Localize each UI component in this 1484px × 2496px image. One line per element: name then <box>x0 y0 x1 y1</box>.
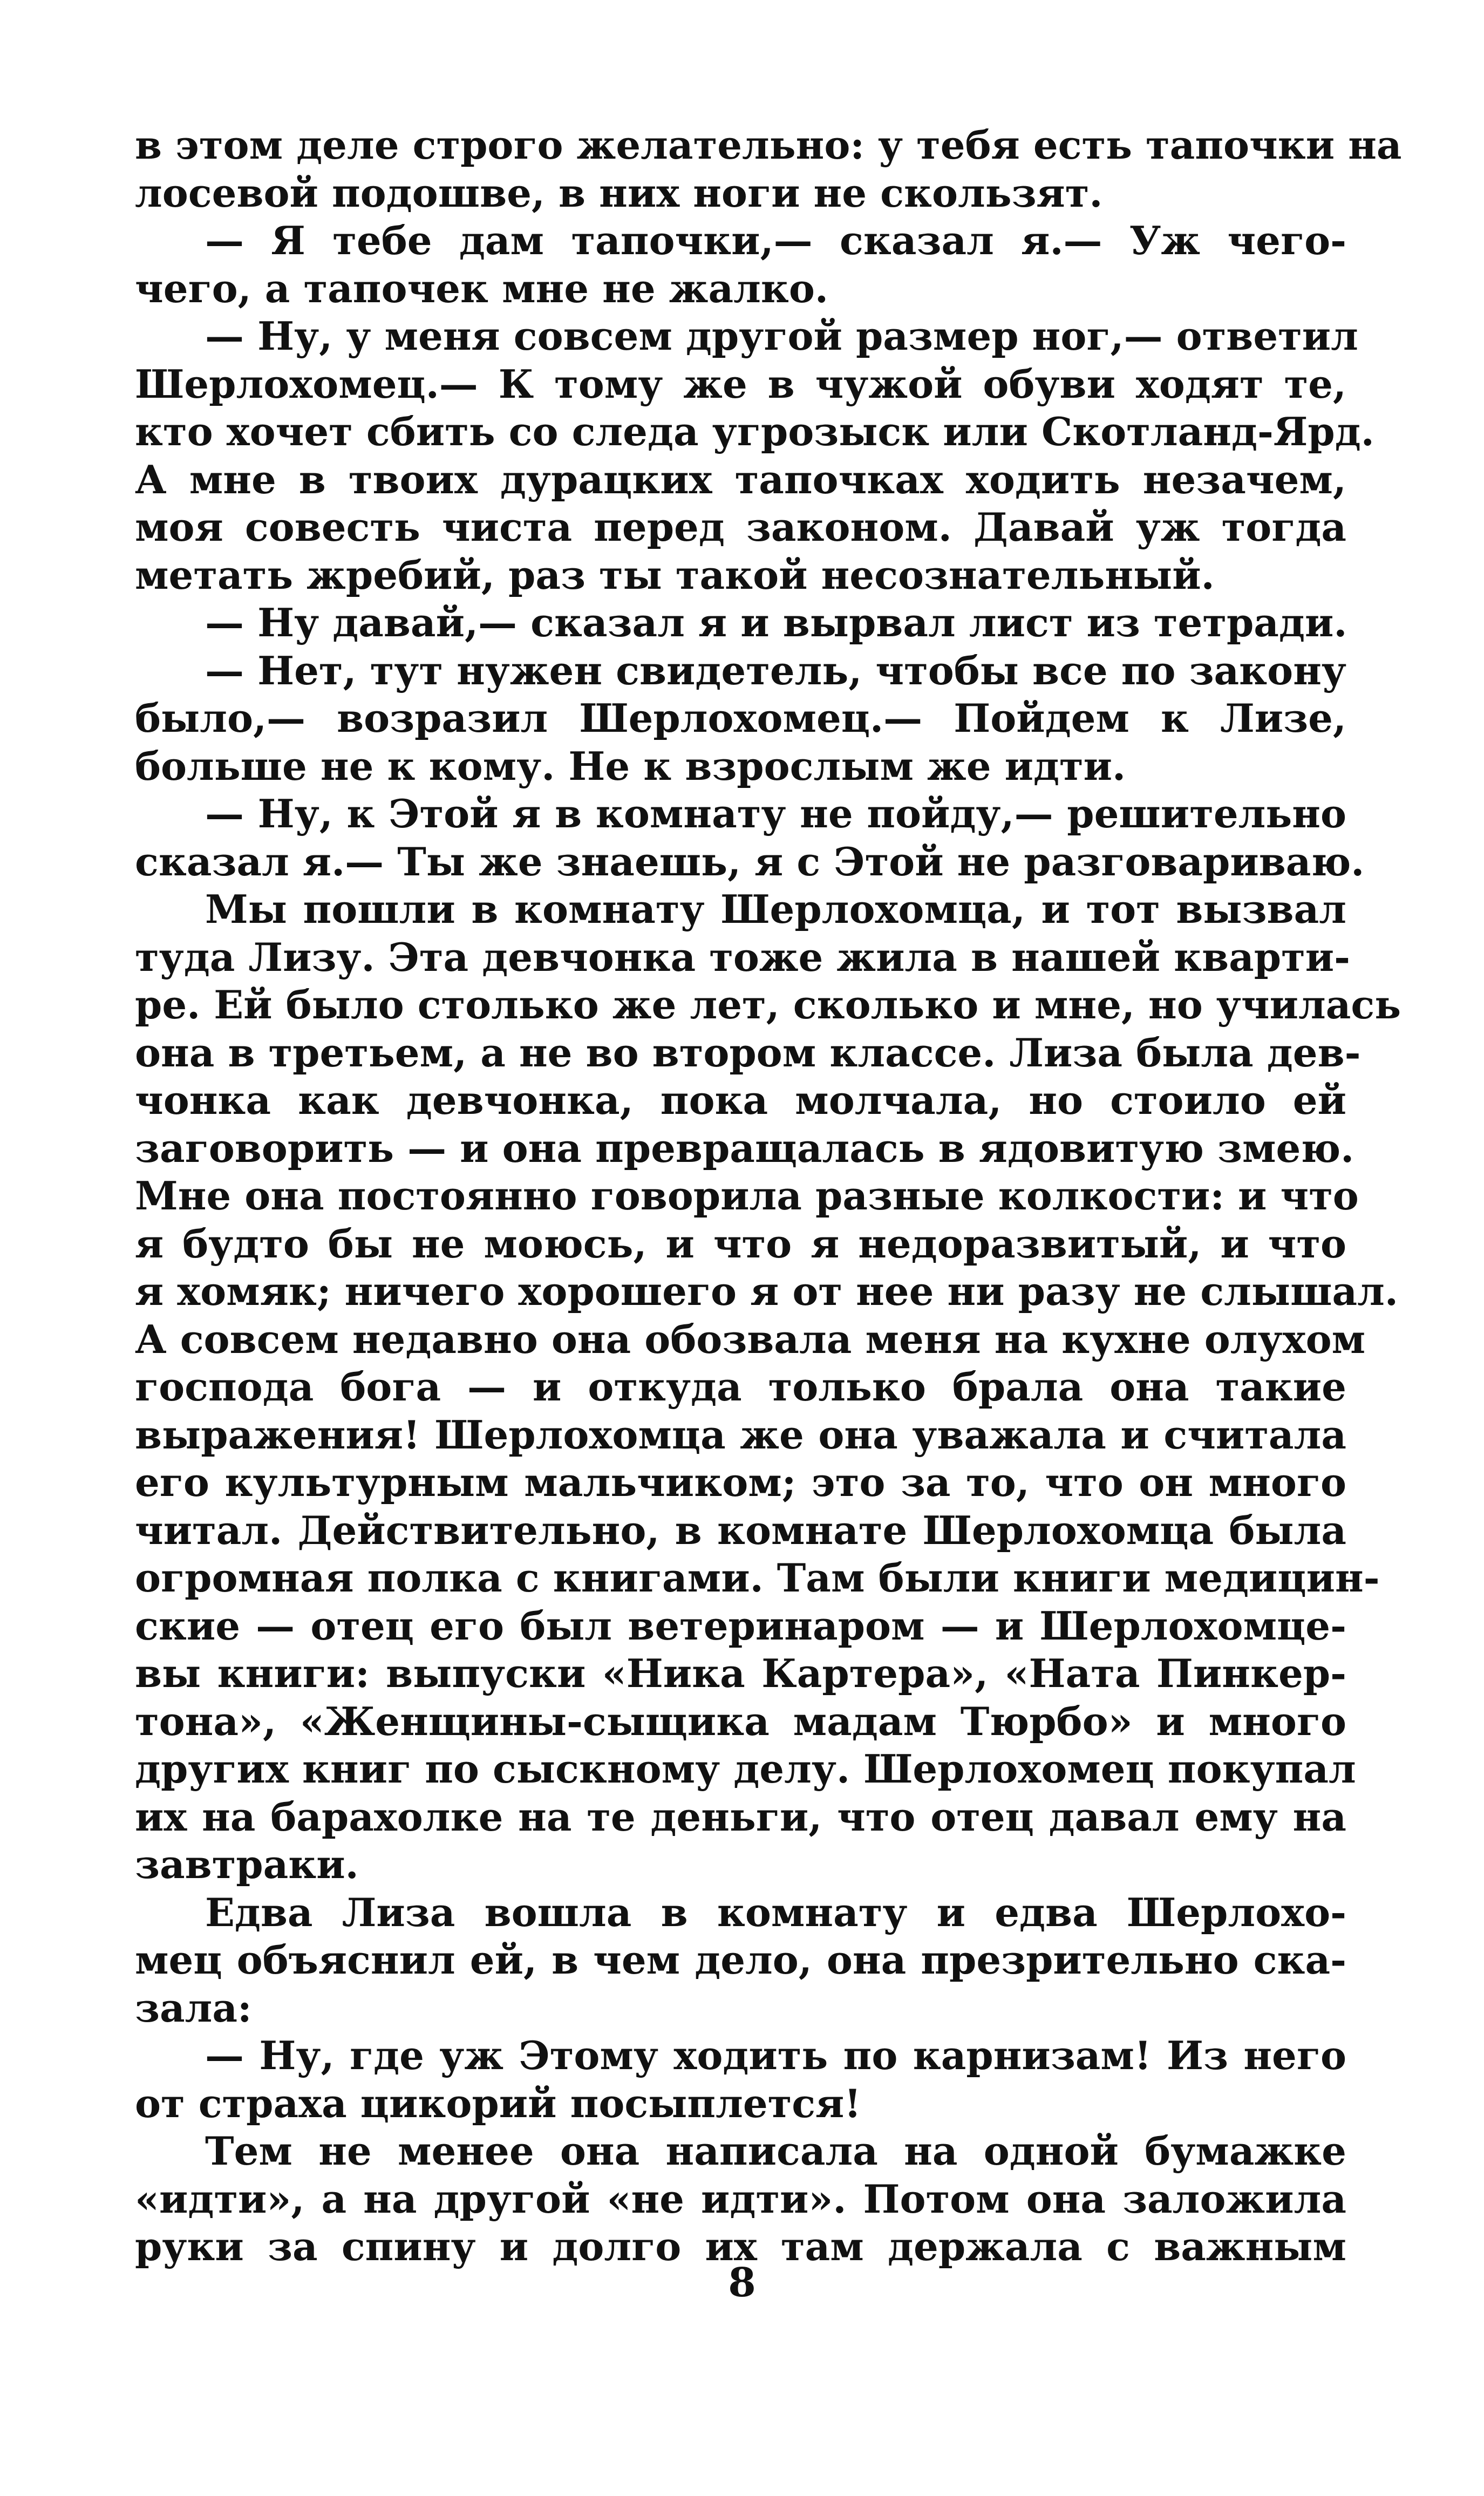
text-line: их на барахолке на те деньги, что отец давал ему на <box>135 1793 1346 1840</box>
text-line: заговорить — и она превращалась в ядовитую змею. <box>135 1125 1354 1171</box>
text-line: других книг по сыскному делу. Шерлохомец покупал <box>135 1746 1356 1792</box>
text-line: руки за спину и долго их там держала с важным <box>135 2223 1346 2269</box>
text-line: тона», «Женщины-сыщика мадам Тюрбо» и много <box>135 1698 1346 1744</box>
text-line: от страха цикорий посыплется! <box>135 2080 861 2126</box>
text-line: вы книги: выпуски «Ника Картера», «Ната Пинкер- <box>135 1650 1346 1696</box>
text-line: Едва Лиза вошла в комнату и едва Шерлохо- <box>205 1889 1346 1935</box>
text-line: было,— возразил Шерлохомец.— Пойдем к Лизе, <box>135 695 1346 741</box>
text-line: сказал я.— Ты же знаешь, я с Этой не разговариваю. <box>135 838 1365 885</box>
text-line: «идти», а на другой «не идти». Потом она заложила <box>135 2175 1346 2222</box>
text-line: выражения! Шерлохомца же она уважала и считала <box>135 1411 1346 1458</box>
page-number: 8 <box>728 2260 756 2306</box>
text-line: А мне в твоих дурацких тапочках ходить незачем, <box>135 456 1346 502</box>
text-line: его культурным мальчиком; это за то, что он много <box>135 1459 1346 1505</box>
text-line: ре. Ей было столько же лет, сколько и мне, но училась <box>135 982 1401 1028</box>
text-line: А совсем недавно она обозвала меня на кухне олухом <box>135 1316 1366 1362</box>
text-line: господа бога — и откуда только брала она такие <box>135 1364 1346 1410</box>
text-line: метать жребий, раз ты такой несознательный. <box>135 552 1215 598</box>
text-line: ские — отец его был ветеринаром — и Шерлохомце- <box>135 1602 1346 1649</box>
text-line: чонка как девчонка, пока молчала, но стоило ей <box>135 1077 1346 1123</box>
text-line: чего, а тапочек мне не жалко. <box>135 265 828 311</box>
text-line: Мы пошли в комнату Шерлохомца, и тот вызвал <box>205 886 1346 932</box>
text-line: читал. Действительно, в комнате Шерлохомца была <box>135 1507 1346 1553</box>
text-line: — Я тебе дам тапочки,— сказал я.— Уж чего- <box>205 217 1346 263</box>
text-line: — Ну, к Этой я в комнату не пойду,— решительно <box>205 791 1346 836</box>
text-line: — Ну, у меня совсем другой размер ног,— ответил <box>205 313 1358 359</box>
text-line: — Ну давай,— сказал я и вырвал лист из тетради. <box>205 600 1347 645</box>
text-line: она в третьем, а не во втором классе. Лиза была дев- <box>135 1029 1361 1076</box>
text-line: мец объяснил ей, в чем дело, она презрительно ска- <box>135 1937 1346 1983</box>
text-line: Шерлохомец.— К тому же в чужой обуви ходят те, <box>135 361 1346 407</box>
text-line: моя совесть чиста перед законом. Давай уж тогда <box>135 504 1346 550</box>
text-line: в этом деле строго желательно: у тебя есть тапочки на <box>135 122 1402 168</box>
text-line: больше не к кому. Не к взрослым же идти. <box>135 743 1126 789</box>
text-line: туда Лизу. Эта девчонка тоже жила в нашей кварти- <box>135 934 1351 980</box>
text-line: кто хочет сбить со следа угрозыск или Скотланд-Ярд. <box>135 409 1374 454</box>
text-line: я будто бы не моюсь, и что я недоразвитый, и что <box>135 1220 1346 1267</box>
text-line: зала: <box>135 1984 252 2031</box>
text-line: огромная полка с книгами. Там были книги медицин- <box>135 1555 1380 1601</box>
text-line: — Ну, где уж Этому ходить по карнизам! Из него <box>205 2032 1346 2078</box>
text-line: Мне она постоянно говорила разные колкости: и что <box>135 1173 1359 1219</box>
page-body-text <box>135 121 1402 2271</box>
text-line: Тем не менее она написала на одной бумажке <box>205 2128 1346 2174</box>
text-line: лосевой подошве, в них ноги не скользят. <box>135 169 1103 216</box>
text-line: завтраки. <box>135 1841 359 1887</box>
text-line: я хомяк; ничего хорошего я от нее ни разу не слышал. <box>135 1268 1398 1314</box>
text-line: — Нет, тут нужен свидетель, чтобы все по закону <box>205 647 1346 693</box>
